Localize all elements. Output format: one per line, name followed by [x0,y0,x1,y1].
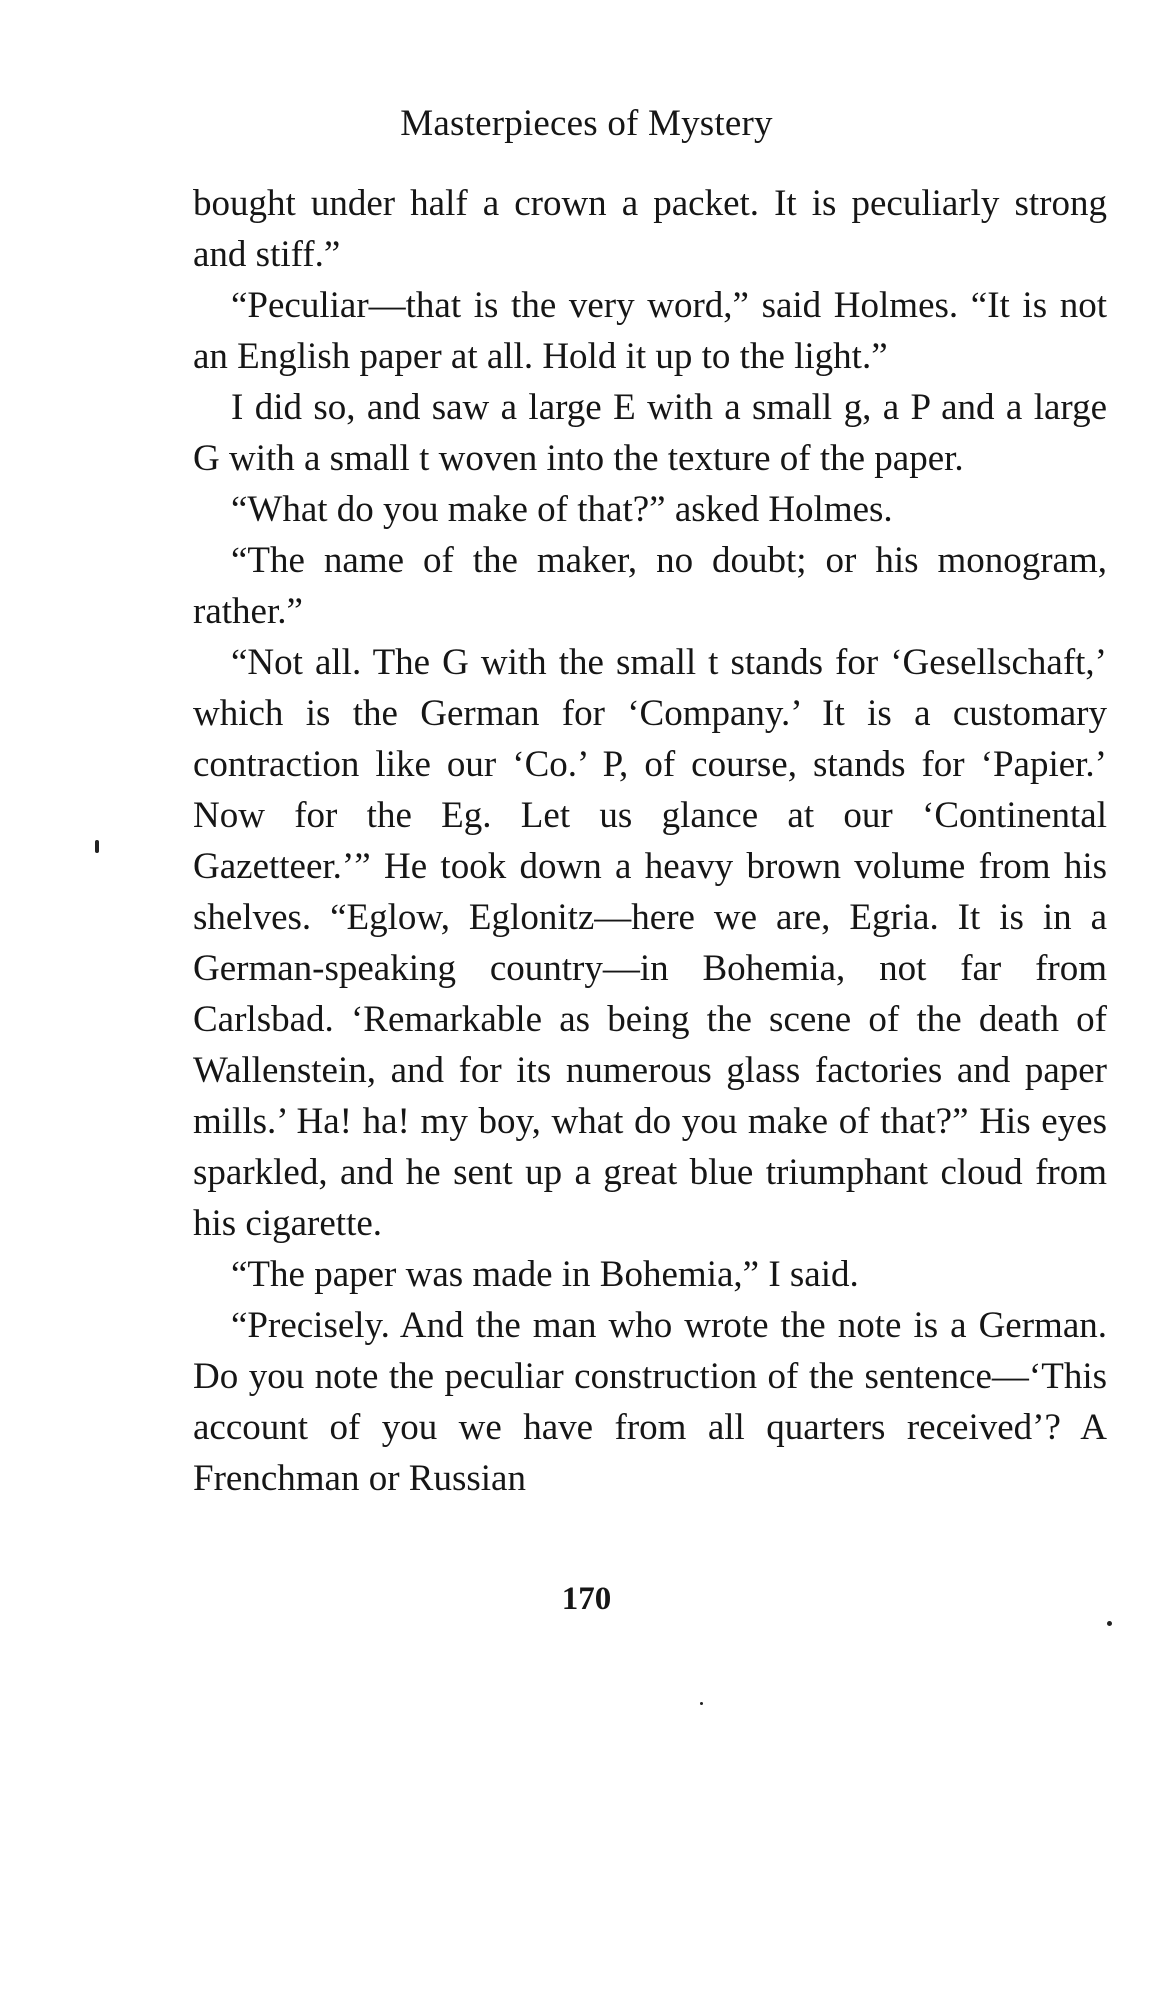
paragraph: “Precisely. And the man who wrote the note is a German. Do you note the peculiar construction of the sentence—‘This account of you we have from all quarters received’? A Frenchman or Russian [193,1305,1107,1499]
running-head: Masterpieces of Mystery [400,103,773,144]
scan-speck [1107,1621,1112,1626]
paragraph: bought under half a crown a packet. It is peculiarly strong and stiff.” [193,183,1107,275]
scan-speck [95,840,99,853]
paragraph: “Peculiar—that is the very word,” said Holmes. “It is not an English paper at all. Hold it up to the light.” [193,285,1107,377]
paragraph: “What do you make of that?” asked Holmes. [231,489,893,530]
paragraph: “The paper was made in Bohemia,” I said. [231,1254,859,1295]
paragraph: “Not all. The G with the small t stands for ‘Gesellschaft,’ which is the German for ‘Company.’ It is a customary contraction like our ‘Co.’ P, of course, stands for ‘Papier.’ Now for the Eg. Let us glance at our ‘Continental Gazetteer.’” He took down a heavy brown volume from his shelves. “Eglow, Eglonitz—here we are, Egria. It is in a German-speaking country—in Bohemia, not far from Carlsbad. ‘Remarkable as being the scene of the death of Wallenstein, and for its numerous glass factories and paper mills.’ Ha! ha! my boy, what do you make of that?” His eyes sparkled, and he sent up a great blue triumphant cloud from his cigarette. [193,642,1107,1244]
scan-speck [700,1702,703,1705]
paragraph: “The name of the maker, no doubt; or his monogram, rather.” [193,540,1107,632]
paragraph: I did so, and saw a large E with a small g, a P and a large G with a small t woven into the texture of the paper. [193,387,1107,479]
body-text [193,178,1107,1504]
page-number: 170 [561,1581,612,1617]
